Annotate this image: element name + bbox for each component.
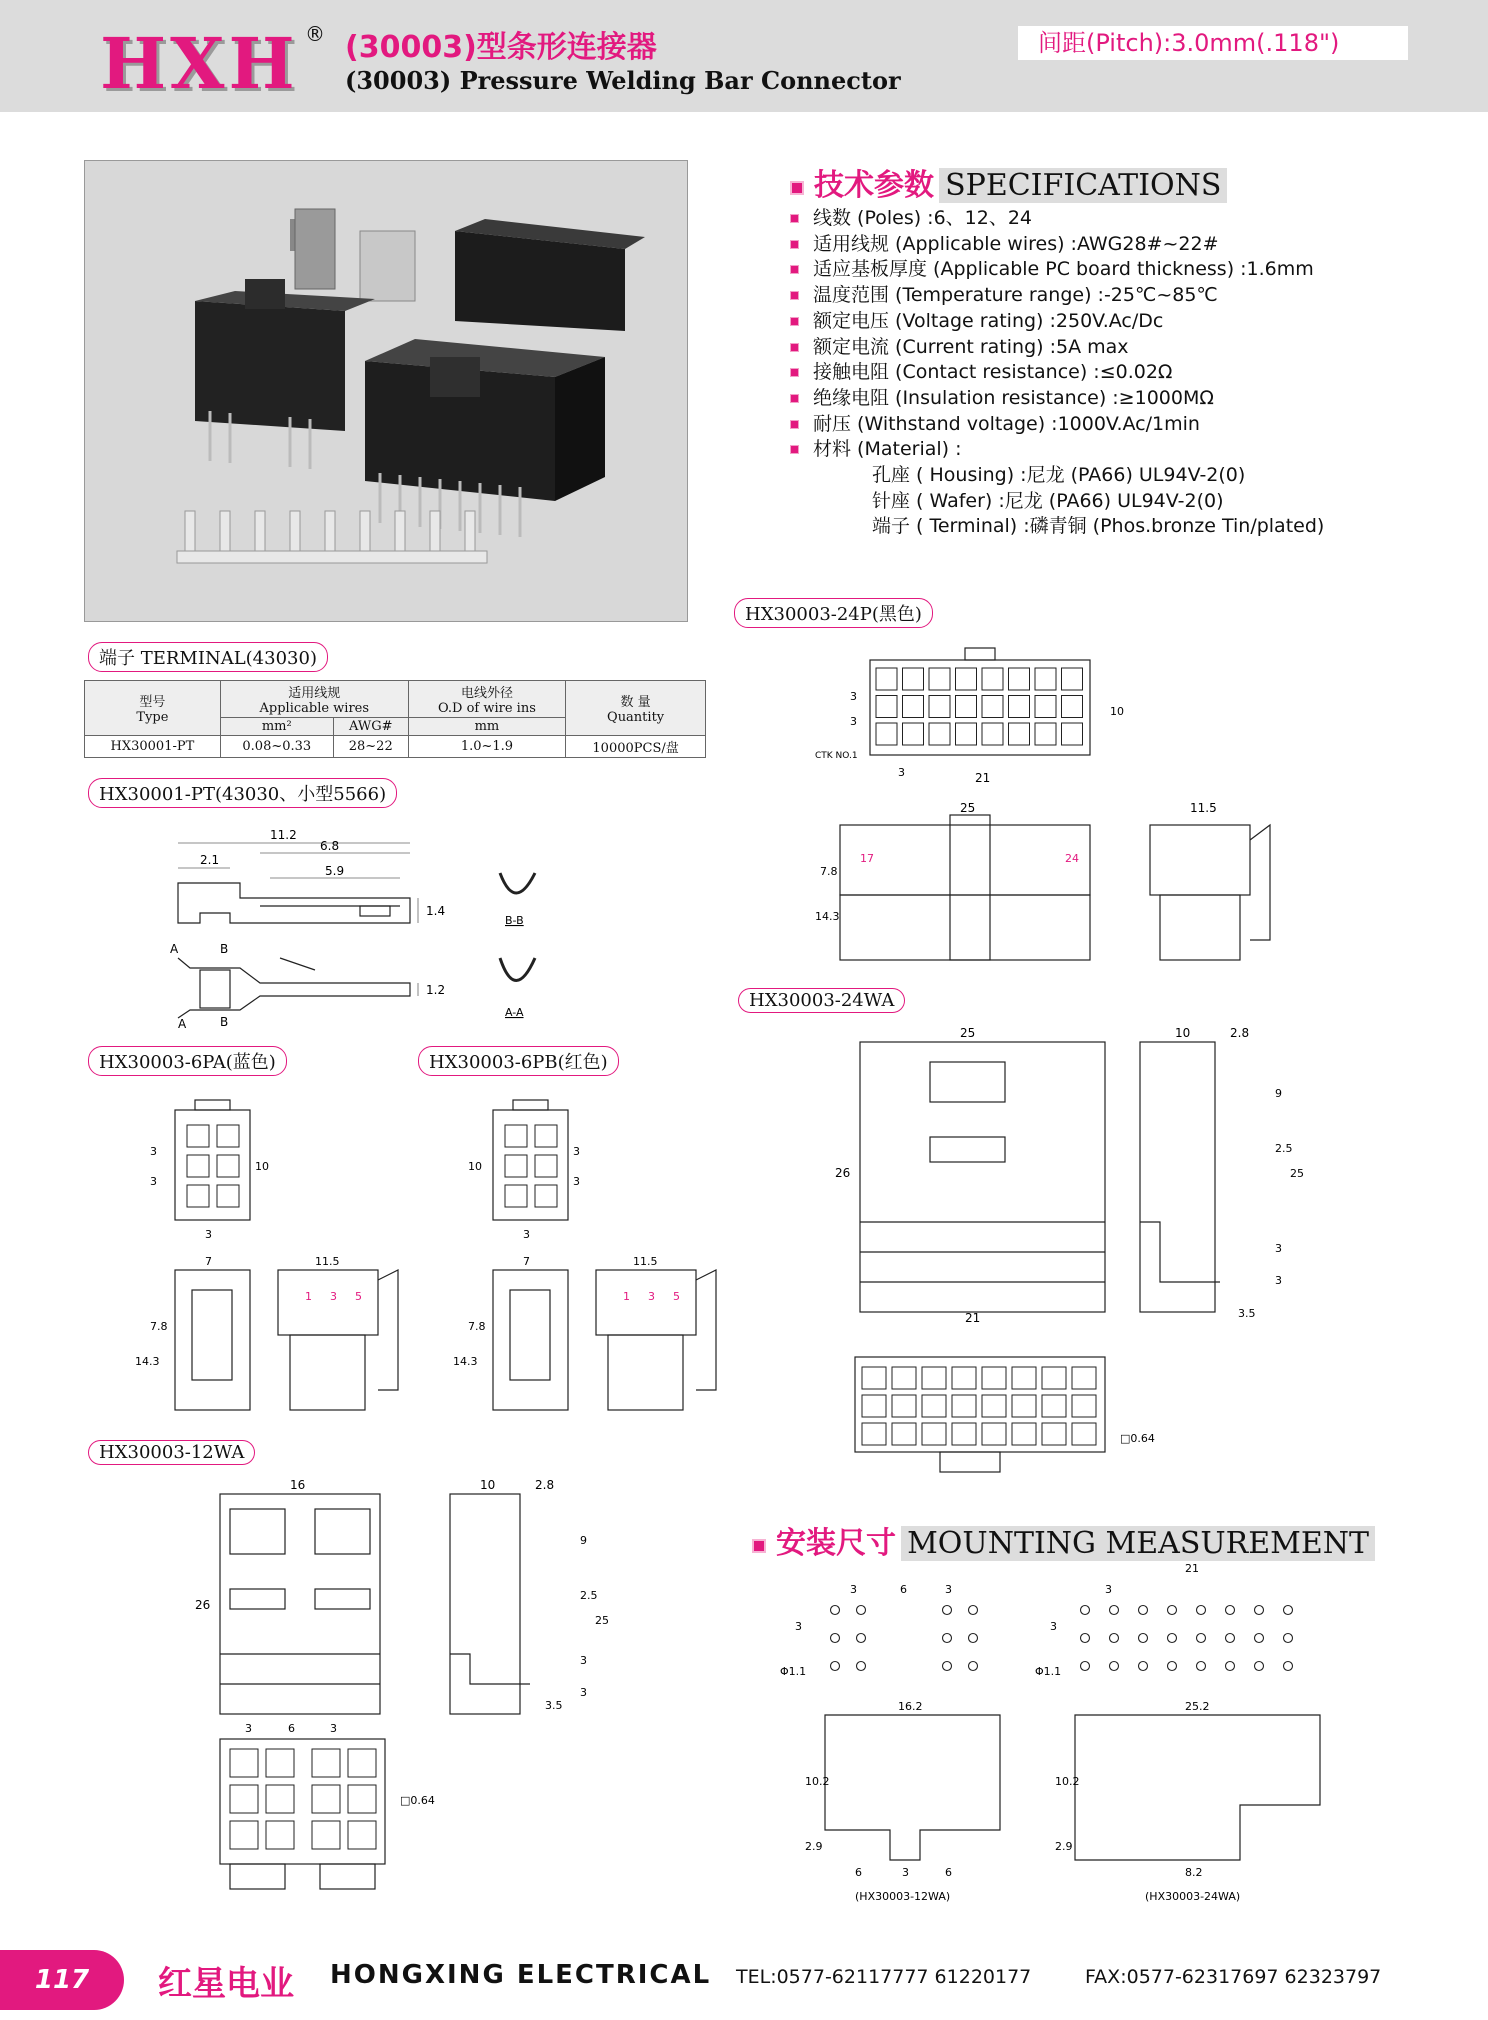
cavity-cell bbox=[1035, 696, 1056, 718]
cavity-cell bbox=[1042, 1367, 1066, 1389]
cavity-cell bbox=[952, 1367, 976, 1389]
brand-logo: HXH bbox=[100, 22, 299, 105]
dim-text: 3.5 bbox=[1238, 1307, 1256, 1320]
th-type: 型号 Type bbox=[85, 681, 221, 736]
cavity-cell bbox=[876, 696, 897, 718]
dim-text: 6 bbox=[288, 1722, 295, 1735]
dim-text: 7.8 bbox=[150, 1320, 168, 1333]
mount-hole bbox=[1284, 1634, 1293, 1643]
dim-text: 3 bbox=[580, 1654, 587, 1667]
spec-row bbox=[790, 309, 1324, 335]
cavity-cell bbox=[187, 1125, 209, 1147]
mount-hole bbox=[943, 1606, 952, 1615]
cell-type: HX30001-PT bbox=[85, 736, 221, 758]
cavity-cell bbox=[1009, 723, 1030, 745]
dim-text: Φ1.1 bbox=[1035, 1665, 1062, 1678]
dim-text: 25 bbox=[1290, 1167, 1304, 1180]
cavity-cell bbox=[266, 1785, 294, 1813]
mount-hole bbox=[1284, 1662, 1293, 1671]
cavity-cell bbox=[982, 723, 1003, 745]
section-letter: B bbox=[220, 942, 229, 956]
connector-illustration bbox=[85, 161, 689, 623]
th-mm: mm bbox=[408, 718, 565, 736]
mount-caption: (HX30003-12WA) bbox=[855, 1890, 951, 1903]
cavity-cell bbox=[876, 668, 897, 690]
cavity-cell bbox=[892, 1395, 916, 1417]
dim-text: 21 bbox=[965, 1311, 981, 1325]
heading-bullet-icon bbox=[752, 1539, 766, 1553]
cell-qty: 10000PCS/盘 bbox=[566, 736, 706, 758]
cavity-cell bbox=[266, 1821, 294, 1849]
mount-hole bbox=[1255, 1662, 1264, 1671]
cavity-cell bbox=[929, 696, 950, 718]
spec-text: 耐压 (Withstand voltage) :1000V.Ac/1min bbox=[813, 412, 1200, 435]
dim-text: 3 bbox=[1105, 1583, 1112, 1596]
telephone: TEL:0577-62117777 61220177 bbox=[736, 1966, 1032, 1988]
pt-label: HX30001-PT(43030、小型5566) bbox=[88, 778, 397, 808]
cavity-cell bbox=[535, 1185, 557, 1207]
dim-text: 7 bbox=[205, 1255, 212, 1268]
spec-bullet-icon bbox=[790, 445, 799, 454]
dim-text: 2.8 bbox=[535, 1478, 555, 1492]
dim-text: 3 bbox=[795, 1620, 802, 1633]
dim-text: 3 bbox=[205, 1228, 212, 1241]
spec-text: 材料 (Material) : bbox=[813, 438, 962, 461]
cavity-cell bbox=[956, 668, 977, 690]
dim-text: 21 bbox=[975, 771, 991, 785]
wa24-drawing bbox=[820, 1022, 1320, 1492]
spec-text: 线数 (Poles) :6、12、24 bbox=[813, 207, 1033, 229]
spec-row bbox=[790, 335, 1324, 361]
cavity-cell bbox=[266, 1749, 294, 1777]
cavity-cell bbox=[1012, 1423, 1036, 1445]
dim-text: 2.8 bbox=[1230, 1026, 1250, 1040]
dim-text: 3 bbox=[850, 1583, 857, 1596]
mount-hole bbox=[1139, 1662, 1148, 1671]
cavity-cell bbox=[230, 1785, 258, 1813]
cavity-cell bbox=[348, 1785, 376, 1813]
cavity-cell bbox=[217, 1185, 239, 1207]
th-wires: 适用线规 Applicable wires bbox=[220, 681, 408, 718]
cavity-cell bbox=[312, 1785, 340, 1813]
title-english: (30003) Pressure Welding Bar Connector bbox=[345, 66, 901, 95]
mount-hole bbox=[1255, 1606, 1264, 1615]
cavity-cell bbox=[1035, 668, 1056, 690]
section-letter: A bbox=[170, 942, 179, 956]
title-chinese: (30003)型条形连接器 bbox=[345, 30, 657, 65]
mount-hole bbox=[1197, 1662, 1206, 1671]
spec-text: 适应基板厚度 (Applicable PC board thickness) :1.6mm bbox=[813, 258, 1314, 281]
th-awg: AWG# bbox=[333, 718, 408, 736]
spec-bullet-icon bbox=[790, 214, 799, 223]
cavity-cell bbox=[952, 1423, 976, 1445]
wa12-label: HX30003-12WA bbox=[88, 1440, 255, 1465]
dim-text: 26 bbox=[835, 1166, 851, 1180]
product-photo bbox=[84, 160, 688, 622]
pb6-drawing bbox=[448, 1090, 738, 1420]
company-name-cn: 红星电业 bbox=[158, 1964, 294, 2004]
section-letter: B bbox=[220, 1015, 229, 1028]
spec-row bbox=[790, 232, 1324, 258]
pb6-label: HX30003-6PB(红色) bbox=[418, 1046, 619, 1076]
cavity-cell bbox=[922, 1395, 946, 1417]
dim-text: 2.1 bbox=[200, 853, 220, 867]
cavity-cell bbox=[956, 723, 977, 745]
cavity-cell bbox=[1012, 1395, 1036, 1417]
mount-hole bbox=[1139, 1606, 1148, 1615]
specs-list bbox=[790, 206, 1324, 540]
spec-text: 额定电流 (Current rating) :5A max bbox=[813, 335, 1129, 358]
mount-hole bbox=[1284, 1606, 1293, 1615]
mount-hole bbox=[1139, 1634, 1148, 1643]
mounting-title-en: MOUNTING MEASUREMENT bbox=[901, 1526, 1375, 1561]
spec-text: 绝缘电阻 (Insulation resistance) :≥1000MΩ bbox=[813, 386, 1214, 409]
cavity-cell bbox=[862, 1395, 886, 1417]
spec-row bbox=[790, 386, 1324, 412]
specs-heading bbox=[790, 160, 1227, 204]
terminal-drawing bbox=[170, 818, 570, 1028]
spec-row bbox=[790, 257, 1324, 283]
dim-text: 3 bbox=[850, 690, 857, 703]
spec-bullet-icon bbox=[790, 368, 799, 377]
pin-number: 24 bbox=[1065, 852, 1079, 865]
cavity-cell bbox=[187, 1155, 209, 1177]
spec-bullet-icon bbox=[790, 343, 799, 352]
mount-hole bbox=[1110, 1606, 1119, 1615]
company-name-en: HONGXING ELECTRICAL bbox=[330, 1960, 712, 1990]
spec-bullet-icon bbox=[790, 420, 799, 429]
dim-text: 11.2 bbox=[270, 828, 297, 842]
cavity-cell bbox=[929, 668, 950, 690]
th-mm2: mm² bbox=[220, 718, 333, 736]
spec-text: 适用线规 (Applicable wires) :AWG28#~22# bbox=[813, 232, 1219, 255]
mount-hole bbox=[831, 1634, 840, 1643]
dim-text: 10.2 bbox=[805, 1775, 830, 1788]
dim-text: 11.5 bbox=[315, 1255, 340, 1268]
mount-hole bbox=[1226, 1606, 1235, 1615]
dim-text: 14.3 bbox=[135, 1355, 160, 1368]
mount-hole bbox=[1168, 1634, 1177, 1643]
dim-text: 3 bbox=[580, 1686, 587, 1699]
spec-row bbox=[790, 206, 1324, 232]
material-row: 针座 ( Wafer) :尼龙 (PA66) UL94V-2(0) bbox=[872, 489, 1224, 512]
cavity-cell bbox=[892, 1367, 916, 1389]
specs-title-en: SPECIFICATIONS bbox=[939, 168, 1227, 203]
dim-text: 3 bbox=[902, 1866, 909, 1879]
p24-label: HX30003-24P(黑色) bbox=[734, 598, 933, 628]
page-number: 117 bbox=[0, 1950, 124, 2010]
dim-text: 10 bbox=[468, 1160, 482, 1173]
dim-text: 25.2 bbox=[1185, 1700, 1210, 1713]
dim-text: 16 bbox=[290, 1478, 306, 1492]
mounting-drawing bbox=[780, 1560, 1340, 1910]
dim-text: 5.9 bbox=[325, 864, 345, 878]
cavity-cell bbox=[1062, 668, 1083, 690]
pa6-drawing bbox=[130, 1090, 420, 1420]
cell-od: 1.0~1.9 bbox=[408, 736, 565, 758]
pa6-label: HX30003-6PA(蓝色) bbox=[88, 1046, 287, 1076]
cavity-cell bbox=[982, 668, 1003, 690]
dim-text: 10.2 bbox=[1055, 1775, 1080, 1788]
cavity-cell bbox=[230, 1821, 258, 1849]
mount-hole bbox=[943, 1634, 952, 1643]
th-od: 电线外径 O.D of wire ins bbox=[408, 681, 565, 718]
cavity-cell bbox=[348, 1821, 376, 1849]
pin-number: 5 bbox=[355, 1290, 362, 1303]
dim-text: Φ1.1 bbox=[780, 1665, 807, 1678]
spec-row bbox=[790, 360, 1324, 386]
pin-number: 3 bbox=[648, 1290, 655, 1303]
mounting-heading bbox=[752, 1518, 1375, 1562]
dim-text: 1.2 bbox=[426, 983, 446, 997]
cavity-cell bbox=[922, 1367, 946, 1389]
mounting-title-cn: 安装尺寸 bbox=[776, 1526, 896, 1561]
spec-text: 温度范围 (Temperature range) :-25℃~85℃ bbox=[813, 284, 1218, 307]
dim-text: 7.8 bbox=[820, 865, 838, 878]
dim-text: 3 bbox=[150, 1145, 157, 1158]
cavity-cell bbox=[1042, 1395, 1066, 1417]
cavity-cell bbox=[982, 1423, 1006, 1445]
dim-text: 21 bbox=[1185, 1562, 1199, 1575]
pin-number: 3 bbox=[330, 1290, 337, 1303]
cavity-cell bbox=[862, 1367, 886, 1389]
cavity-cell bbox=[903, 696, 924, 718]
material-row: 孔座 ( Housing) :尼龙 (PA66) UL94V-2(0) bbox=[872, 464, 1246, 487]
section-letter: A bbox=[178, 1017, 187, 1028]
dim-text: 3 bbox=[150, 1175, 157, 1188]
dim-text: 1.4 bbox=[426, 904, 446, 918]
wa24-label: HX30003-24WA bbox=[738, 988, 905, 1013]
dim-text: 3 bbox=[573, 1175, 580, 1188]
spec-bullet-icon bbox=[790, 291, 799, 300]
table-row bbox=[85, 736, 706, 758]
mount-hole bbox=[969, 1606, 978, 1615]
spec-text: 额定电压 (Voltage rating) :250V.Ac/Dc bbox=[813, 309, 1164, 332]
dim-text: 25 bbox=[960, 801, 976, 815]
cavity-cell bbox=[1062, 723, 1083, 745]
dim-text: 8.2 bbox=[1185, 1866, 1203, 1879]
dim-text: 3 bbox=[1275, 1274, 1282, 1287]
mount-hole bbox=[1255, 1634, 1264, 1643]
dim-text: 3 bbox=[1275, 1242, 1282, 1255]
terminal-table bbox=[84, 680, 706, 758]
heading-bullet-icon bbox=[790, 181, 804, 195]
cavity-cell bbox=[505, 1125, 527, 1147]
dim-text: 25 bbox=[595, 1614, 609, 1627]
dim-text: 14.3 bbox=[453, 1355, 478, 1368]
dim-text: 7 bbox=[523, 1255, 530, 1268]
specs-title-cn: 技术参数 bbox=[814, 168, 934, 203]
material-row: 端子 ( Terminal) :磷青铜 (Phos.bronze Tin/plated) bbox=[872, 515, 1325, 538]
section-bb: B-B bbox=[505, 914, 524, 927]
mount-hole bbox=[969, 1634, 978, 1643]
dim-text: 9 bbox=[1275, 1087, 1282, 1100]
pin-number: 5 bbox=[673, 1290, 680, 1303]
spec-text: 接触电阻 (Contact resistance) :≤0.02Ω bbox=[813, 361, 1173, 384]
dim-text: 10 bbox=[255, 1160, 269, 1173]
cavity-cell bbox=[982, 1367, 1006, 1389]
pin-number: 1 bbox=[305, 1290, 312, 1303]
pitch-badge: 间距(Pitch):3.0mm(.118") bbox=[1018, 26, 1408, 60]
cavity-cell bbox=[892, 1423, 916, 1445]
cavity-cell bbox=[862, 1423, 886, 1445]
dim-text: 3 bbox=[573, 1145, 580, 1158]
spec-row bbox=[790, 412, 1324, 438]
spec-bullet-icon bbox=[790, 265, 799, 274]
cavity-cell bbox=[1042, 1423, 1066, 1445]
dim-text: 9 bbox=[580, 1534, 587, 1547]
mount-hole bbox=[969, 1662, 978, 1671]
dim-text: 16.2 bbox=[898, 1700, 923, 1713]
mount-hole bbox=[1197, 1634, 1206, 1643]
mount-hole bbox=[1081, 1634, 1090, 1643]
dim-text: 6.8 bbox=[320, 839, 340, 853]
cavity-cell bbox=[903, 668, 924, 690]
cavity-cell bbox=[187, 1185, 209, 1207]
dim-text: 3.5 bbox=[545, 1699, 563, 1712]
mount-hole bbox=[1168, 1606, 1177, 1615]
dim-text: 3 bbox=[850, 715, 857, 728]
cavity-cell bbox=[876, 723, 897, 745]
dim-text: 11.5 bbox=[1190, 801, 1217, 815]
dim-text: 2.5 bbox=[1275, 1142, 1293, 1155]
dim-text: 3 bbox=[245, 1722, 252, 1735]
cavity-cell bbox=[535, 1155, 557, 1177]
cavity-cell bbox=[982, 1395, 1006, 1417]
dim-text: 3 bbox=[898, 766, 905, 779]
dim-text: 2.9 bbox=[805, 1840, 823, 1853]
spec-row bbox=[790, 437, 1324, 463]
spec-bullet-icon bbox=[790, 394, 799, 403]
mount-hole bbox=[1226, 1662, 1235, 1671]
spec-row bbox=[790, 283, 1324, 309]
mount-hole bbox=[1081, 1662, 1090, 1671]
p24-drawing bbox=[810, 640, 1280, 970]
cavity-cell bbox=[217, 1125, 239, 1147]
mount-hole bbox=[857, 1606, 866, 1615]
dim-text: □0.64 bbox=[400, 1794, 435, 1807]
cavity-cell bbox=[982, 696, 1003, 718]
dim-text: 3 bbox=[330, 1722, 337, 1735]
cell-mm2: 0.08~0.33 bbox=[220, 736, 333, 758]
dim-text: □0.64 bbox=[1120, 1432, 1155, 1445]
dim-text: 6 bbox=[945, 1866, 952, 1879]
cavity-cell bbox=[903, 723, 924, 745]
th-qty: 数 量 Quantity bbox=[566, 681, 706, 736]
dim-text: 2.9 bbox=[1055, 1840, 1073, 1853]
section-aa: A-A bbox=[505, 1006, 524, 1019]
cavity-cell bbox=[1062, 696, 1083, 718]
dim-text: 14.3 bbox=[815, 910, 840, 923]
cavity-cell bbox=[1072, 1423, 1096, 1445]
cavity-cell bbox=[952, 1395, 976, 1417]
cell-awg: 28~22 bbox=[333, 736, 408, 758]
mount-hole bbox=[831, 1662, 840, 1671]
mount-hole bbox=[831, 1606, 840, 1615]
cavity-cell bbox=[1035, 723, 1056, 745]
cavity-cell bbox=[217, 1155, 239, 1177]
dim-text: 10 bbox=[1110, 705, 1124, 718]
fax: FAX:0577-62317697 62323797 bbox=[1085, 1966, 1382, 1988]
mount-hole bbox=[1197, 1606, 1206, 1615]
mount-caption: (HX30003-24WA) bbox=[1145, 1890, 1241, 1903]
pin-number: 1 bbox=[623, 1290, 630, 1303]
mount-hole bbox=[1110, 1662, 1119, 1671]
cavity-cell bbox=[1012, 1367, 1036, 1389]
spec-bullet-icon bbox=[790, 317, 799, 326]
mount-hole bbox=[857, 1634, 866, 1643]
cavity-cell bbox=[1009, 668, 1030, 690]
cavity-cell bbox=[956, 696, 977, 718]
cavity-cell bbox=[505, 1185, 527, 1207]
registered-mark: ® bbox=[305, 22, 325, 46]
cavity-cell bbox=[1072, 1367, 1096, 1389]
dim-text: 3 bbox=[945, 1583, 952, 1596]
cavity-cell bbox=[535, 1125, 557, 1147]
cavity-cell bbox=[1009, 696, 1030, 718]
dim-text: 25 bbox=[960, 1026, 976, 1040]
ctk-label: CTK NO.1 bbox=[815, 751, 858, 761]
cavity-cell bbox=[312, 1749, 340, 1777]
spec-bullet-icon bbox=[790, 240, 799, 249]
dim-text: 11.5 bbox=[633, 1255, 658, 1268]
cavity-cell bbox=[929, 723, 950, 745]
mount-hole bbox=[943, 1662, 952, 1671]
dim-text: 3 bbox=[1050, 1620, 1057, 1633]
dim-text: 2.5 bbox=[580, 1589, 598, 1602]
dim-text: 7.8 bbox=[468, 1320, 486, 1333]
dim-text: 6 bbox=[900, 1583, 907, 1596]
terminal-label: 端子 TERMINAL(43030) bbox=[88, 642, 328, 672]
wa12-drawing bbox=[180, 1474, 620, 1904]
dim-text: 6 bbox=[855, 1866, 862, 1879]
dim-text: 10 bbox=[480, 1478, 496, 1492]
dim-text: 3 bbox=[523, 1228, 530, 1241]
dim-text: 10 bbox=[1175, 1026, 1191, 1040]
mount-hole bbox=[1226, 1634, 1235, 1643]
cavity-cell bbox=[312, 1821, 340, 1849]
cavity-cell bbox=[348, 1749, 376, 1777]
cavity-cell bbox=[1072, 1395, 1096, 1417]
dim-text: 26 bbox=[195, 1598, 211, 1612]
cavity-cell bbox=[922, 1423, 946, 1445]
mount-hole bbox=[1168, 1662, 1177, 1671]
mount-hole bbox=[857, 1662, 866, 1671]
cavity-cell bbox=[505, 1155, 527, 1177]
pin-number: 17 bbox=[860, 852, 874, 865]
mount-hole bbox=[1110, 1634, 1119, 1643]
mount-hole bbox=[1081, 1606, 1090, 1615]
cavity-cell bbox=[230, 1749, 258, 1777]
